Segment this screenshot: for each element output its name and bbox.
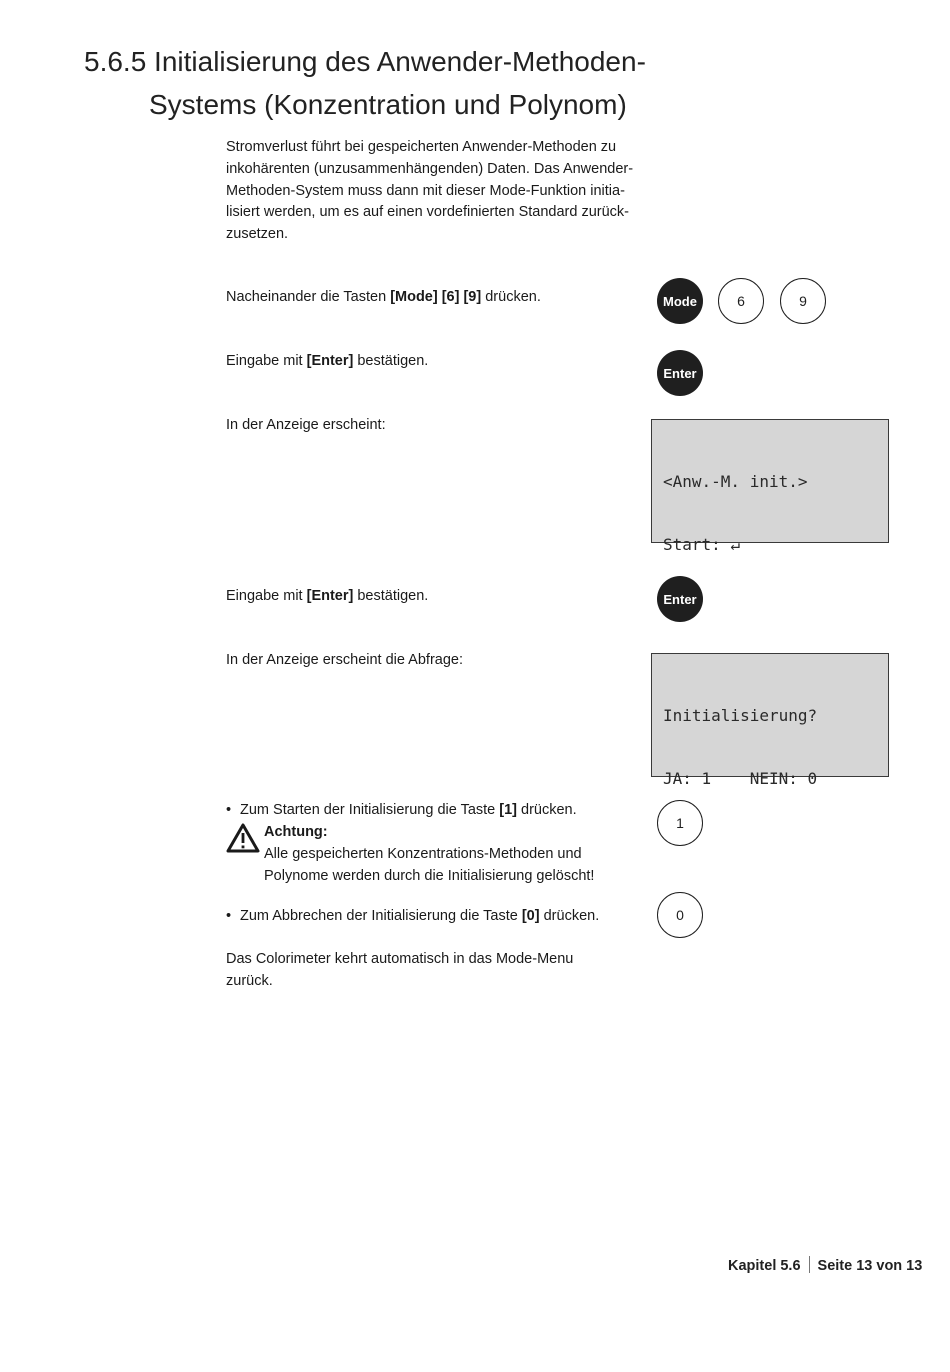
bullet-dot: • bbox=[226, 802, 232, 818]
return-note bbox=[226, 949, 573, 993]
warning-block bbox=[264, 822, 594, 887]
bullet-start-init: • Zum Starten der Initialisierung die Taste [1] drücken. bbox=[226, 800, 577, 822]
footer-chapter: Kapitel 5.6 bbox=[728, 1258, 801, 1274]
footer-page: Seite 13 von 13 bbox=[817, 1258, 923, 1274]
warning-title: Achtung: bbox=[264, 824, 328, 840]
enter-key[interactable]: Enter bbox=[657, 576, 703, 622]
step-display-appears: In der Anzeige erscheint: bbox=[226, 417, 386, 433]
step-confirm-enter-2: Eingabe mit [Enter] bestätigen. bbox=[226, 588, 429, 604]
step-query-appears: In der Anzeige erscheint die Abfrage: bbox=[226, 652, 463, 668]
key-0[interactable]: 0 bbox=[657, 892, 703, 938]
key-6[interactable]: 6 bbox=[718, 278, 764, 324]
intro-line: Methoden-System muss dann mit dieser Mode-Funktion initia- bbox=[226, 182, 625, 199]
return-note-line: Das Colorimeter kehrt automatisch in das Mode-Menu bbox=[226, 951, 574, 967]
intro-paragraph bbox=[226, 137, 636, 246]
page-footer bbox=[728, 1256, 922, 1274]
bullet-dot: • bbox=[226, 908, 232, 924]
intro-line: inkohärenten (unzusammenhängenden) Daten. Das Anwender- bbox=[226, 160, 634, 177]
lcd-display-query bbox=[651, 653, 889, 788]
step-press-keys: Nacheinander die Tasten [Mode] [6] [9] drücken. bbox=[226, 289, 541, 305]
heading-line-1: 5.6.5 Initialisierung des Anwender-Methoden- bbox=[84, 46, 646, 77]
key-9[interactable]: 9 bbox=[780, 278, 826, 324]
warning-text-line: Polynome werden durch die Initialisierung gelöscht! bbox=[264, 867, 595, 884]
display-line-2: JA: 1 NEIN: 0 bbox=[663, 769, 818, 788]
return-note-line: zurück. bbox=[226, 972, 273, 989]
step-confirm-enter-1: Eingabe mit [Enter] bestätigen. bbox=[226, 353, 429, 369]
footer-separator bbox=[809, 1256, 810, 1273]
intro-line: zusetzen. bbox=[226, 226, 289, 243]
key-1[interactable]: 1 bbox=[657, 800, 703, 846]
bullet-abort-init: • Zum Abbrechen der Initialisierung die Taste [0] drücken. bbox=[226, 906, 599, 928]
heading-line-2: Systems (Konzentration und Polynom) bbox=[149, 89, 627, 120]
mode-key[interactable]: Mode bbox=[657, 278, 703, 324]
display-line-1: <Anw.-M. init.> bbox=[663, 472, 808, 491]
section-heading bbox=[84, 40, 646, 126]
warning-text-line: Alle gespeicherten Konzentrations-Methoden und bbox=[264, 845, 582, 862]
display-line-1: Initialisierung? bbox=[663, 706, 818, 725]
warning-triangle-icon bbox=[226, 823, 260, 858]
lcd-display-init bbox=[651, 419, 889, 554]
display-line-2: Start: ↵ bbox=[663, 535, 741, 554]
intro-line: Stromverlust führt bei gespeicherten Anwender-Methoden zu bbox=[226, 139, 617, 155]
enter-key[interactable]: Enter bbox=[657, 350, 703, 396]
intro-line: lisiert werden, um es auf einen vordefinierten Standard zurück- bbox=[226, 204, 629, 221]
key-sequence: [Mode] [6] [9] bbox=[390, 289, 482, 305]
